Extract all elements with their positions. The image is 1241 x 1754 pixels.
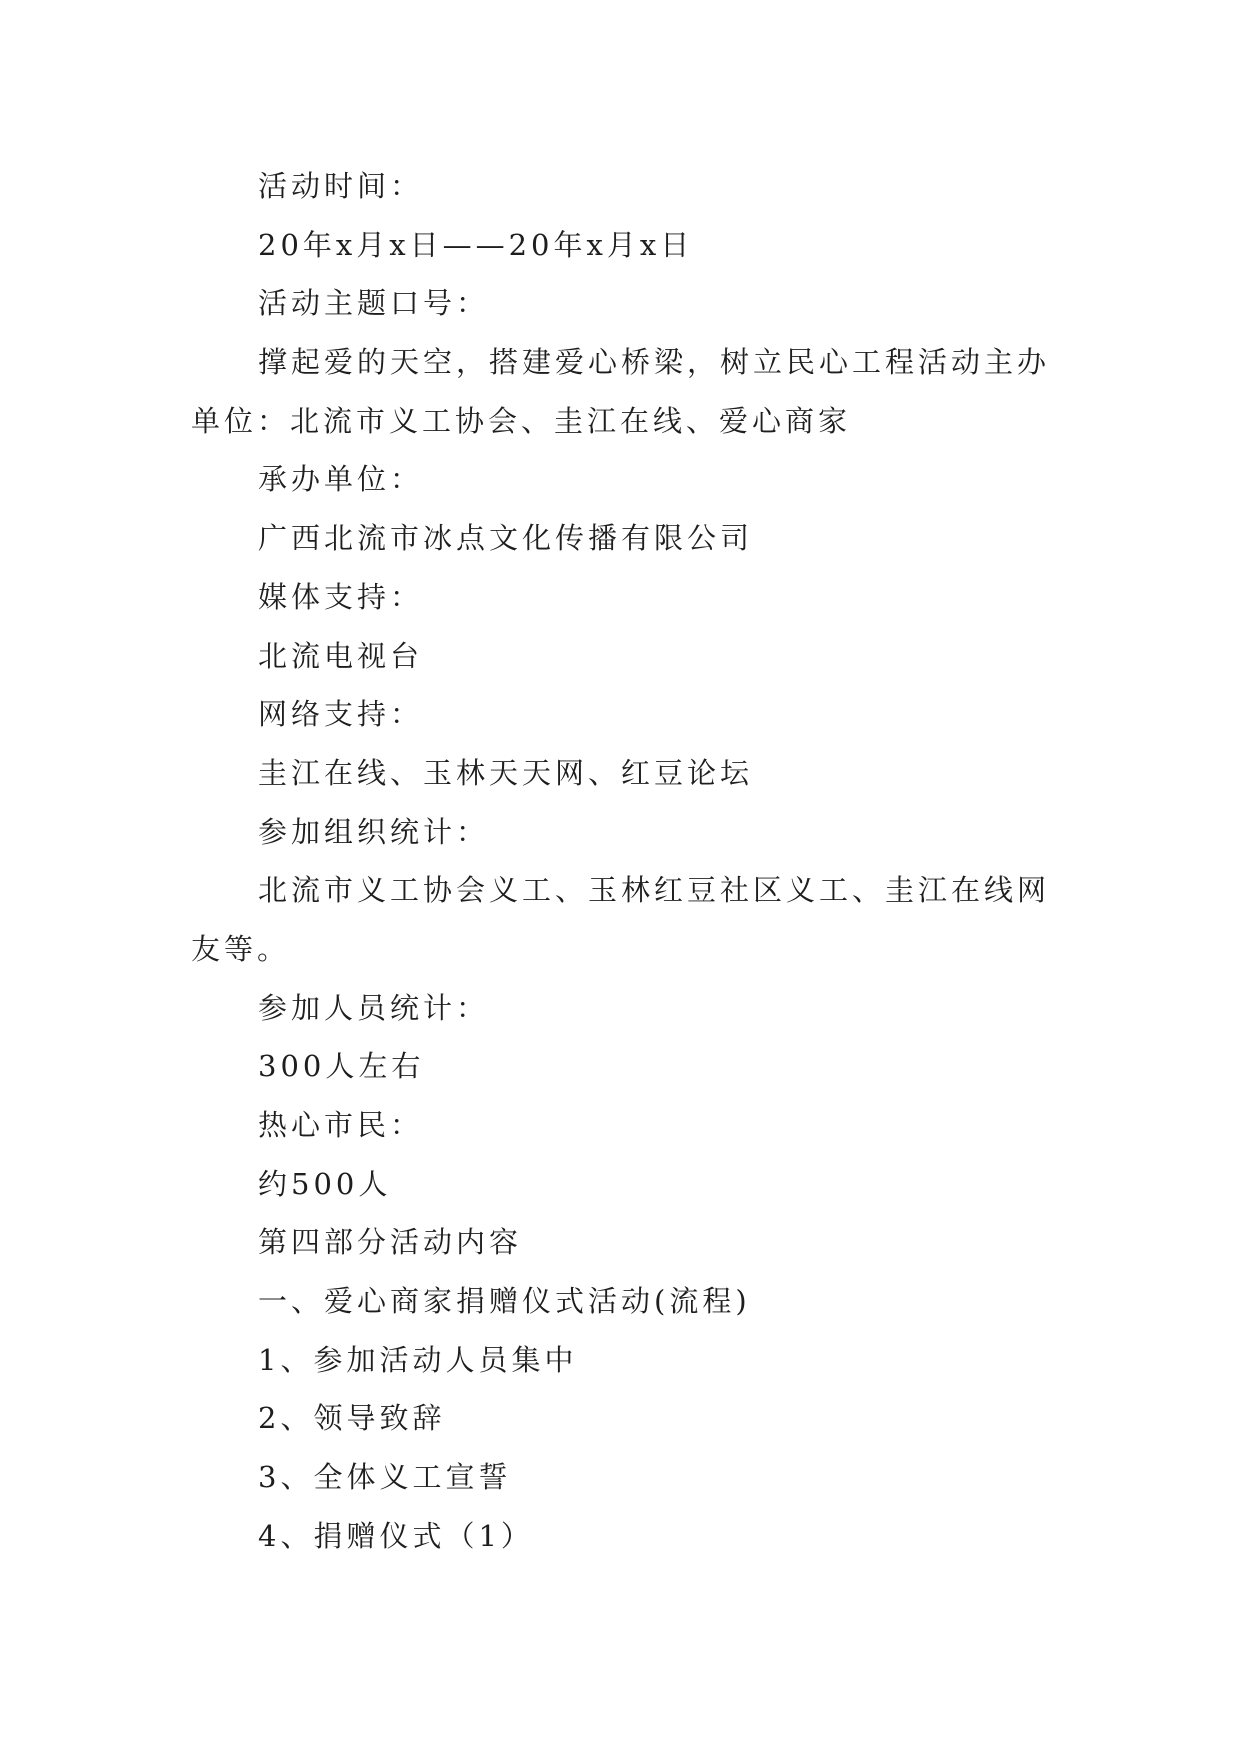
network-support-value: 圭江在线、玉林天天网、红豆论坛	[258, 755, 754, 790]
media-support-value: 北流电视台	[258, 638, 424, 673]
media-support-label: 媒体支持：	[258, 579, 424, 614]
participant-count-value: 300人左右	[258, 1049, 425, 1084]
citizens-label: 热心市民：	[258, 1108, 424, 1142]
list-item: 1、参加活动人员集中	[258, 1342, 578, 1377]
list-item: 2、领导致辞	[258, 1401, 446, 1436]
slogan-and-organizer-line-1: 撑起爱的天空，搭建爱心桥梁，树立民心工程活动主办	[258, 345, 1051, 380]
participating-orgs-line-1: 北流市义工协会义工、玉林红豆社区义工、圭江在线网	[258, 873, 1051, 908]
participating-orgs-line-2: 友等。	[191, 931, 291, 966]
network-support-label: 网络支持：	[258, 697, 424, 732]
section-heading: 第四部分活动内容	[258, 1225, 523, 1260]
co-organizer-label: 承办单位：	[258, 462, 424, 497]
activity-time-value: 20年x月x日——20年x月x日	[258, 227, 694, 262]
participant-count-label: 参加人员统计：	[258, 990, 490, 1025]
co-organizer-value: 广西北流市冰点文化传播有限公司	[258, 521, 754, 556]
citizens-value: 约500人	[258, 1166, 392, 1201]
document-body	[191, 157, 1061, 1566]
theme-slogan-label: 活动主题口号：	[258, 286, 490, 321]
slogan-and-organizer-line-2: 单位：北流市义工协会、圭江在线、爱心商家	[191, 403, 852, 438]
subsection-heading: 一、爱心商家捐赠仪式活动(流程)	[258, 1284, 751, 1319]
list-item: 3、全体义工宣誓	[258, 1460, 512, 1495]
list-item: 4、捐赠仪式（1）	[258, 1518, 534, 1553]
activity-time-label: 活动时间：	[258, 169, 424, 203]
participating-orgs-label: 参加组织统计：	[258, 814, 490, 849]
